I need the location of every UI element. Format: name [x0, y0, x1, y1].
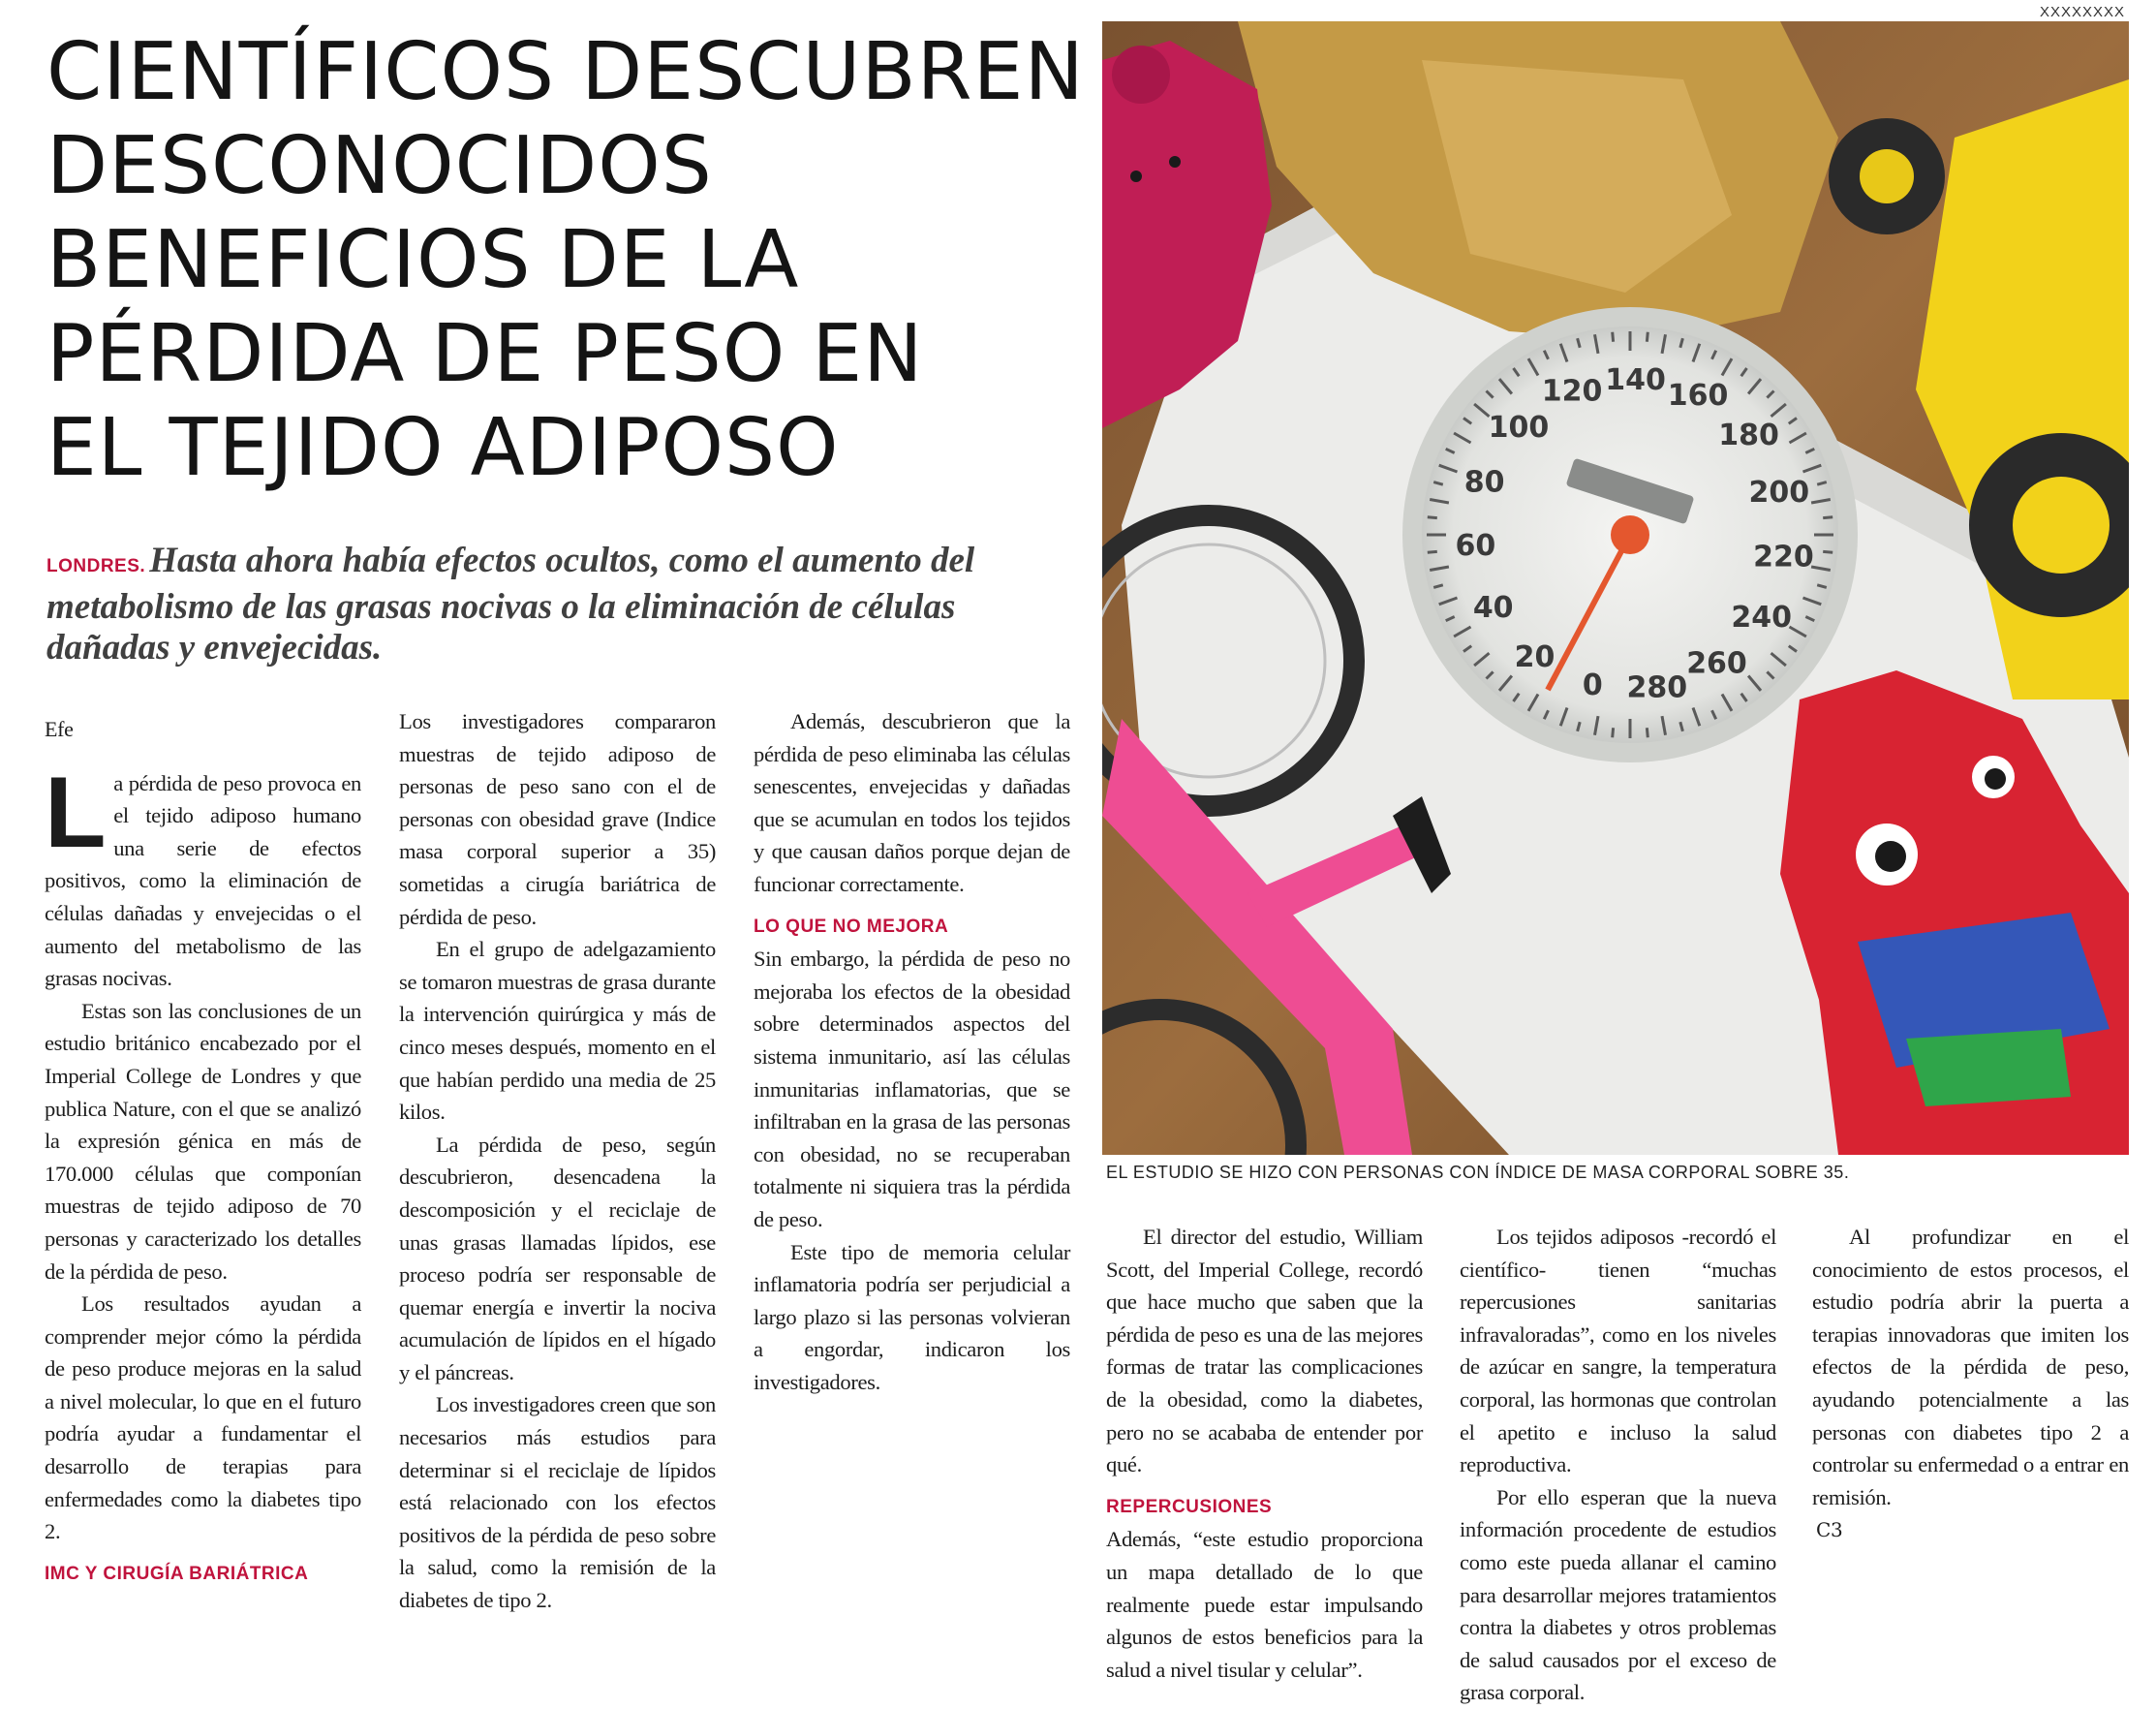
article-column-3	[754, 705, 1070, 1398]
scale-number: 160	[1667, 379, 1729, 414]
scale-number: 80	[1463, 465, 1505, 500]
photo-illustration	[1102, 21, 2129, 1155]
paragraph: Los tejidos adiposos -recordó el científico- tienen “muchas repercusiones sanitarias infravaloradas”, como en los niveles de azúcar en sangre, la temperatura corporal, las hormonas que controlan el apetito e incluso la salud reproductiva.	[1460, 1225, 1776, 1477]
paragraph: Al profundizar en el conocimiento de estos procesos, el estudio podría abrir la puerta a terapias innovadoras que imiten los efectos de la pérdida de peso, ayudando potencialmente a las personas con diabetes tipo 2 a controlar su enfermedad o a entrar en remisión.	[1812, 1225, 2129, 1509]
byline: Efe	[45, 717, 74, 741]
scale-number: 40	[1472, 591, 1514, 626]
scale-number: 260	[1686, 646, 1747, 681]
section-heading-no-mejora: LO QUE NO MEJORA	[754, 916, 949, 937]
scale-tick	[1428, 551, 1437, 552]
headline-line: PÉRDIDA DE PESO EN	[46, 308, 924, 400]
scale-number: 280	[1626, 670, 1688, 705]
scale-tick	[1428, 517, 1437, 518]
lede-text: Hasta ahora había efectos ocultos, como el aumento del metabolismo de las grasas nocivas o la eliminación de células dañadas y envejecidas.	[46, 541, 975, 668]
scale-number: 180	[1718, 419, 1779, 453]
paragraph-text: a pérdida de peso provoca en el tejido adiposo humano una serie de efectos positivos, como la eliminación de células dañadas y envejecidas o el aumento del metabolismo de las grasas nocivas.	[45, 770, 361, 991]
article-column-5	[1460, 1221, 1776, 1709]
drop-cap: L	[45, 756, 107, 869]
paragraph: El director del estudio, William Scott, del Imperial College, recordó que hace mucho que saben que la pérdida de peso es una de las mejores formas de tratar las complicaciones de la obesidad, como la diabetes, pero no se acababa de entender por qué.	[1106, 1225, 1423, 1477]
end-of-article-icon: C3	[1816, 1518, 1843, 1542]
photo-caption: EL ESTUDIO SE HIZO CON PERSONAS CON ÍNDICE DE MASA CORPORAL SOBRE 35.	[1106, 1163, 1850, 1182]
page-code: XXXXXXXX	[2039, 4, 2125, 20]
scale-number: 100	[1488, 410, 1550, 445]
scale-tick	[1647, 332, 1648, 342]
article-column-2	[399, 705, 716, 1617]
article-column-4	[1106, 1221, 1423, 1686]
lede-city: LONDRES.	[46, 556, 146, 576]
headline-line: DESCONOCIDOS	[46, 120, 713, 212]
paragraph: Por ello esperan que la nueva información procedente de estudios como este pueda allanar el camino para desarrollar mejores tratamientos contra la diabetes y otros problemas de salud causados por el exceso de grasa corporal.	[1460, 1484, 1776, 1705]
paragraph: Sin embargo, la pérdida de peso no mejoraba los efectos de la obesidad sobre determinados aspectos del sistema inmunitario, así las células inmunitarias inflamatorias, que se infiltraban en la grasa de las personas con obesidad, no se recuperaban totalmente ni siquiera tras la pérdida de peso.	[754, 947, 1070, 1231]
scale-number: 200	[1748, 475, 1810, 510]
paragraph: La pérdida de peso, según descubrieron, desencadena la descomposición y el reciclaje de unas grasas llamadas lípidos, ese proceso podría ser responsable de quemar energía e invertir la nociva acumulación de lípidos en el hígado y el páncreas.	[399, 1132, 716, 1384]
paragraph	[45, 756, 361, 995]
paragraph: Estas son las conclusiones de un estudio británico encabezado por el Imperial College de Londres y que publica Nature, con el que se analizó la expresión génica en más de 170.000 células que componían muestras de tejido adiposo de 70 personas y caracterizado los detalles de la pérdida de peso.	[45, 998, 361, 1284]
scale-number: 60	[1455, 529, 1496, 564]
scale-tick	[1613, 332, 1614, 342]
lede	[46, 541, 1073, 668]
headline	[46, 25, 1085, 495]
paragraph: Los investigadores creen que son necesarios más estudios para determinar si el reciclaje de lípidos está relacionado con los efectos positivos de la pérdida de peso sobre la salud, como la remisión de la diabetes de tipo 2.	[399, 1392, 716, 1613]
scale-tick	[1647, 728, 1648, 737]
paragraph: Además, “este estudio proporciona un mapa detallado de lo que realmente puede estar impulsando algunos de estos beneficios para la salud a nivel tisular y celular”.	[1106, 1527, 1423, 1682]
section-heading-repercusiones: REPERCUSIONES	[1106, 1496, 1273, 1517]
paragraph: Este tipo de memoria celular inflamatoria podría ser perjudicial a largo plazo si las personas volvieran a engordar, indicaron los investigadores.	[754, 1239, 1070, 1394]
scale-number: 20	[1514, 640, 1555, 675]
paragraph: Los investigadores compararon muestras de tejido adiposo de personas de peso sano con el de personas con obesidad grave (Indice masa corporal superior a 35) sometidas a cirugía bariátrica de pérdida de peso.	[399, 709, 716, 929]
scale-number: 0	[1582, 668, 1603, 703]
paragraph: En el grupo de adelgazamiento se tomaron muestras de grasa durante la intervención quirúrgica y más de cinco meses después, momento en el que habían perdido una media de 25 kilos.	[399, 937, 716, 1125]
headline-line: EL TEJIDO ADIPOSO	[46, 402, 840, 494]
headline-line: CIENTÍFICOS DESCUBREN	[46, 26, 1085, 118]
paragraph: Los resultados ayudan a comprender mejor cómo la pérdida de peso produce mejoras en la salud a nivel molecular, lo que en el futuro podría ayudar a fundamentar el desarrollo de terapias para enfermedades como la diabetes tipo 2.	[45, 1291, 361, 1544]
article-photo	[1102, 21, 2129, 1155]
scale-tick	[1823, 551, 1833, 552]
scale-tick	[1823, 517, 1833, 518]
article-column-6	[1812, 1221, 2129, 1547]
scale-number: 220	[1753, 540, 1814, 575]
scale-number: 120	[1541, 374, 1603, 409]
scale-number: 140	[1605, 363, 1666, 398]
article-column-1	[45, 705, 361, 1590]
paragraph: Además, descubrieron que la pérdida de peso eliminaba las células senescentes, envejecidas y dañadas que se acumulan en todos los tejidos y que causan daños porque dejan de funcionar correctamente.	[754, 709, 1070, 896]
section-heading-imc: IMC Y CIRUGÍA BARIÁTRICA	[45, 1563, 309, 1584]
headline-line: BENEFICIOS DE LA	[46, 214, 800, 306]
scale-number: 240	[1731, 600, 1793, 635]
scale-tick	[1613, 728, 1614, 737]
